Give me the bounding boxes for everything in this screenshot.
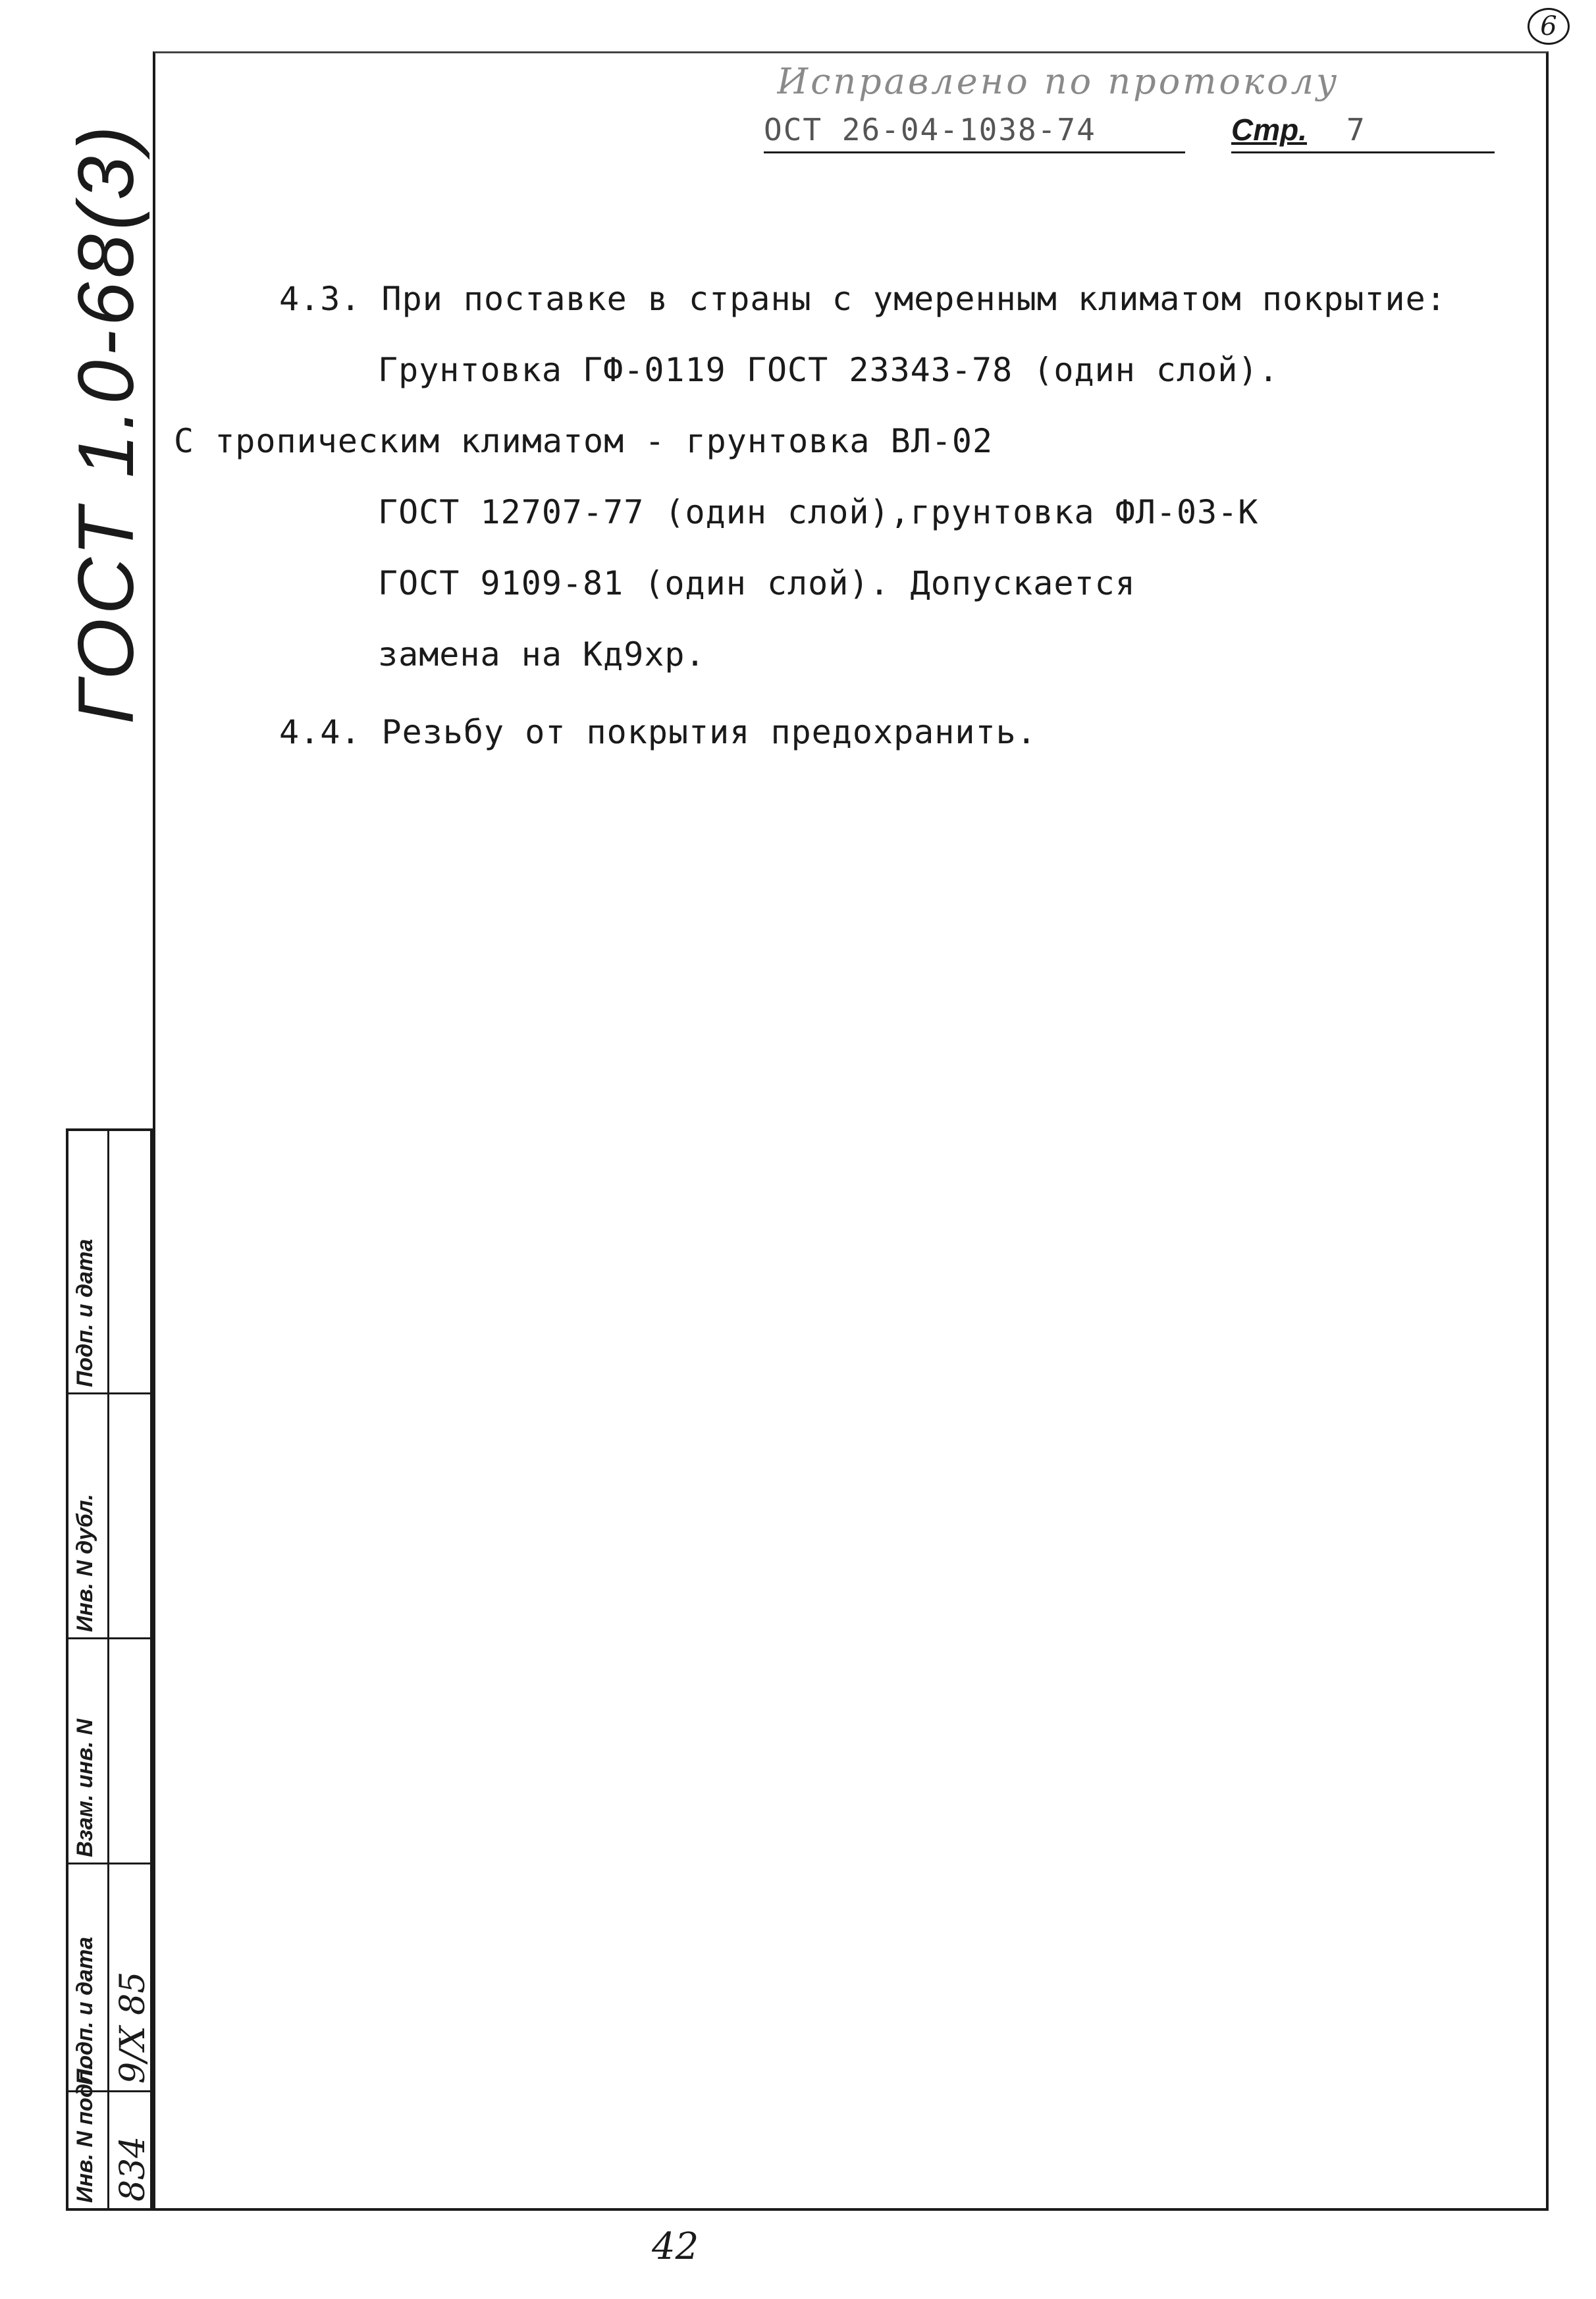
table-cell-orig-inv: Инв. N подл. 834 xyxy=(72,2063,153,2203)
document-body xyxy=(174,263,1524,768)
body-line: замена на Кд9хр. xyxy=(378,635,706,674)
body-line: С тропическим климатом - грунтовка ВЛ-02 xyxy=(174,422,994,460)
body-line: ГОСТ 12707-77 (один слой),грунтовка ФЛ-03-К xyxy=(378,493,1259,531)
table-cell-sign-date-2: Подп. и дата 9/X 85 xyxy=(68,1864,153,2092)
page-number-block xyxy=(1231,112,1495,153)
standard-code: ОСТ 26-04-1038-74 xyxy=(764,112,1185,153)
body-line: ГОСТ 9109-81 (один слой). Допускается xyxy=(378,564,1136,602)
registration-table xyxy=(66,1128,153,2211)
table-cell-dup-inv: Инв. N дубл. xyxy=(68,1394,153,1639)
section-4-3-heading: 4.3. При поставке в страны с умеренным климатом покрытие: xyxy=(279,280,1447,318)
page-number: 7 xyxy=(1346,112,1365,147)
sheet-number: 42 xyxy=(652,2225,699,2268)
page-label: Стр. xyxy=(1231,113,1307,147)
body-line: Грунтовка ГФ-0119 ГОСТ 23343-78 (один слой). xyxy=(378,351,1279,389)
section-4-4-heading: 4.4. Резьбу от покрытия предохранить. xyxy=(279,713,1037,751)
handwritten-note: Исправлено по протоколу xyxy=(777,61,1340,102)
table-cell-sign-date-1: Подп. и дата xyxy=(68,1131,153,1394)
table-cell-replace-inv: Взам. инв. N xyxy=(68,1639,153,1864)
corner-page-mark: 6 xyxy=(1528,8,1570,45)
side-stamp: ГОСТ 1.0-68(3) xyxy=(62,122,150,724)
